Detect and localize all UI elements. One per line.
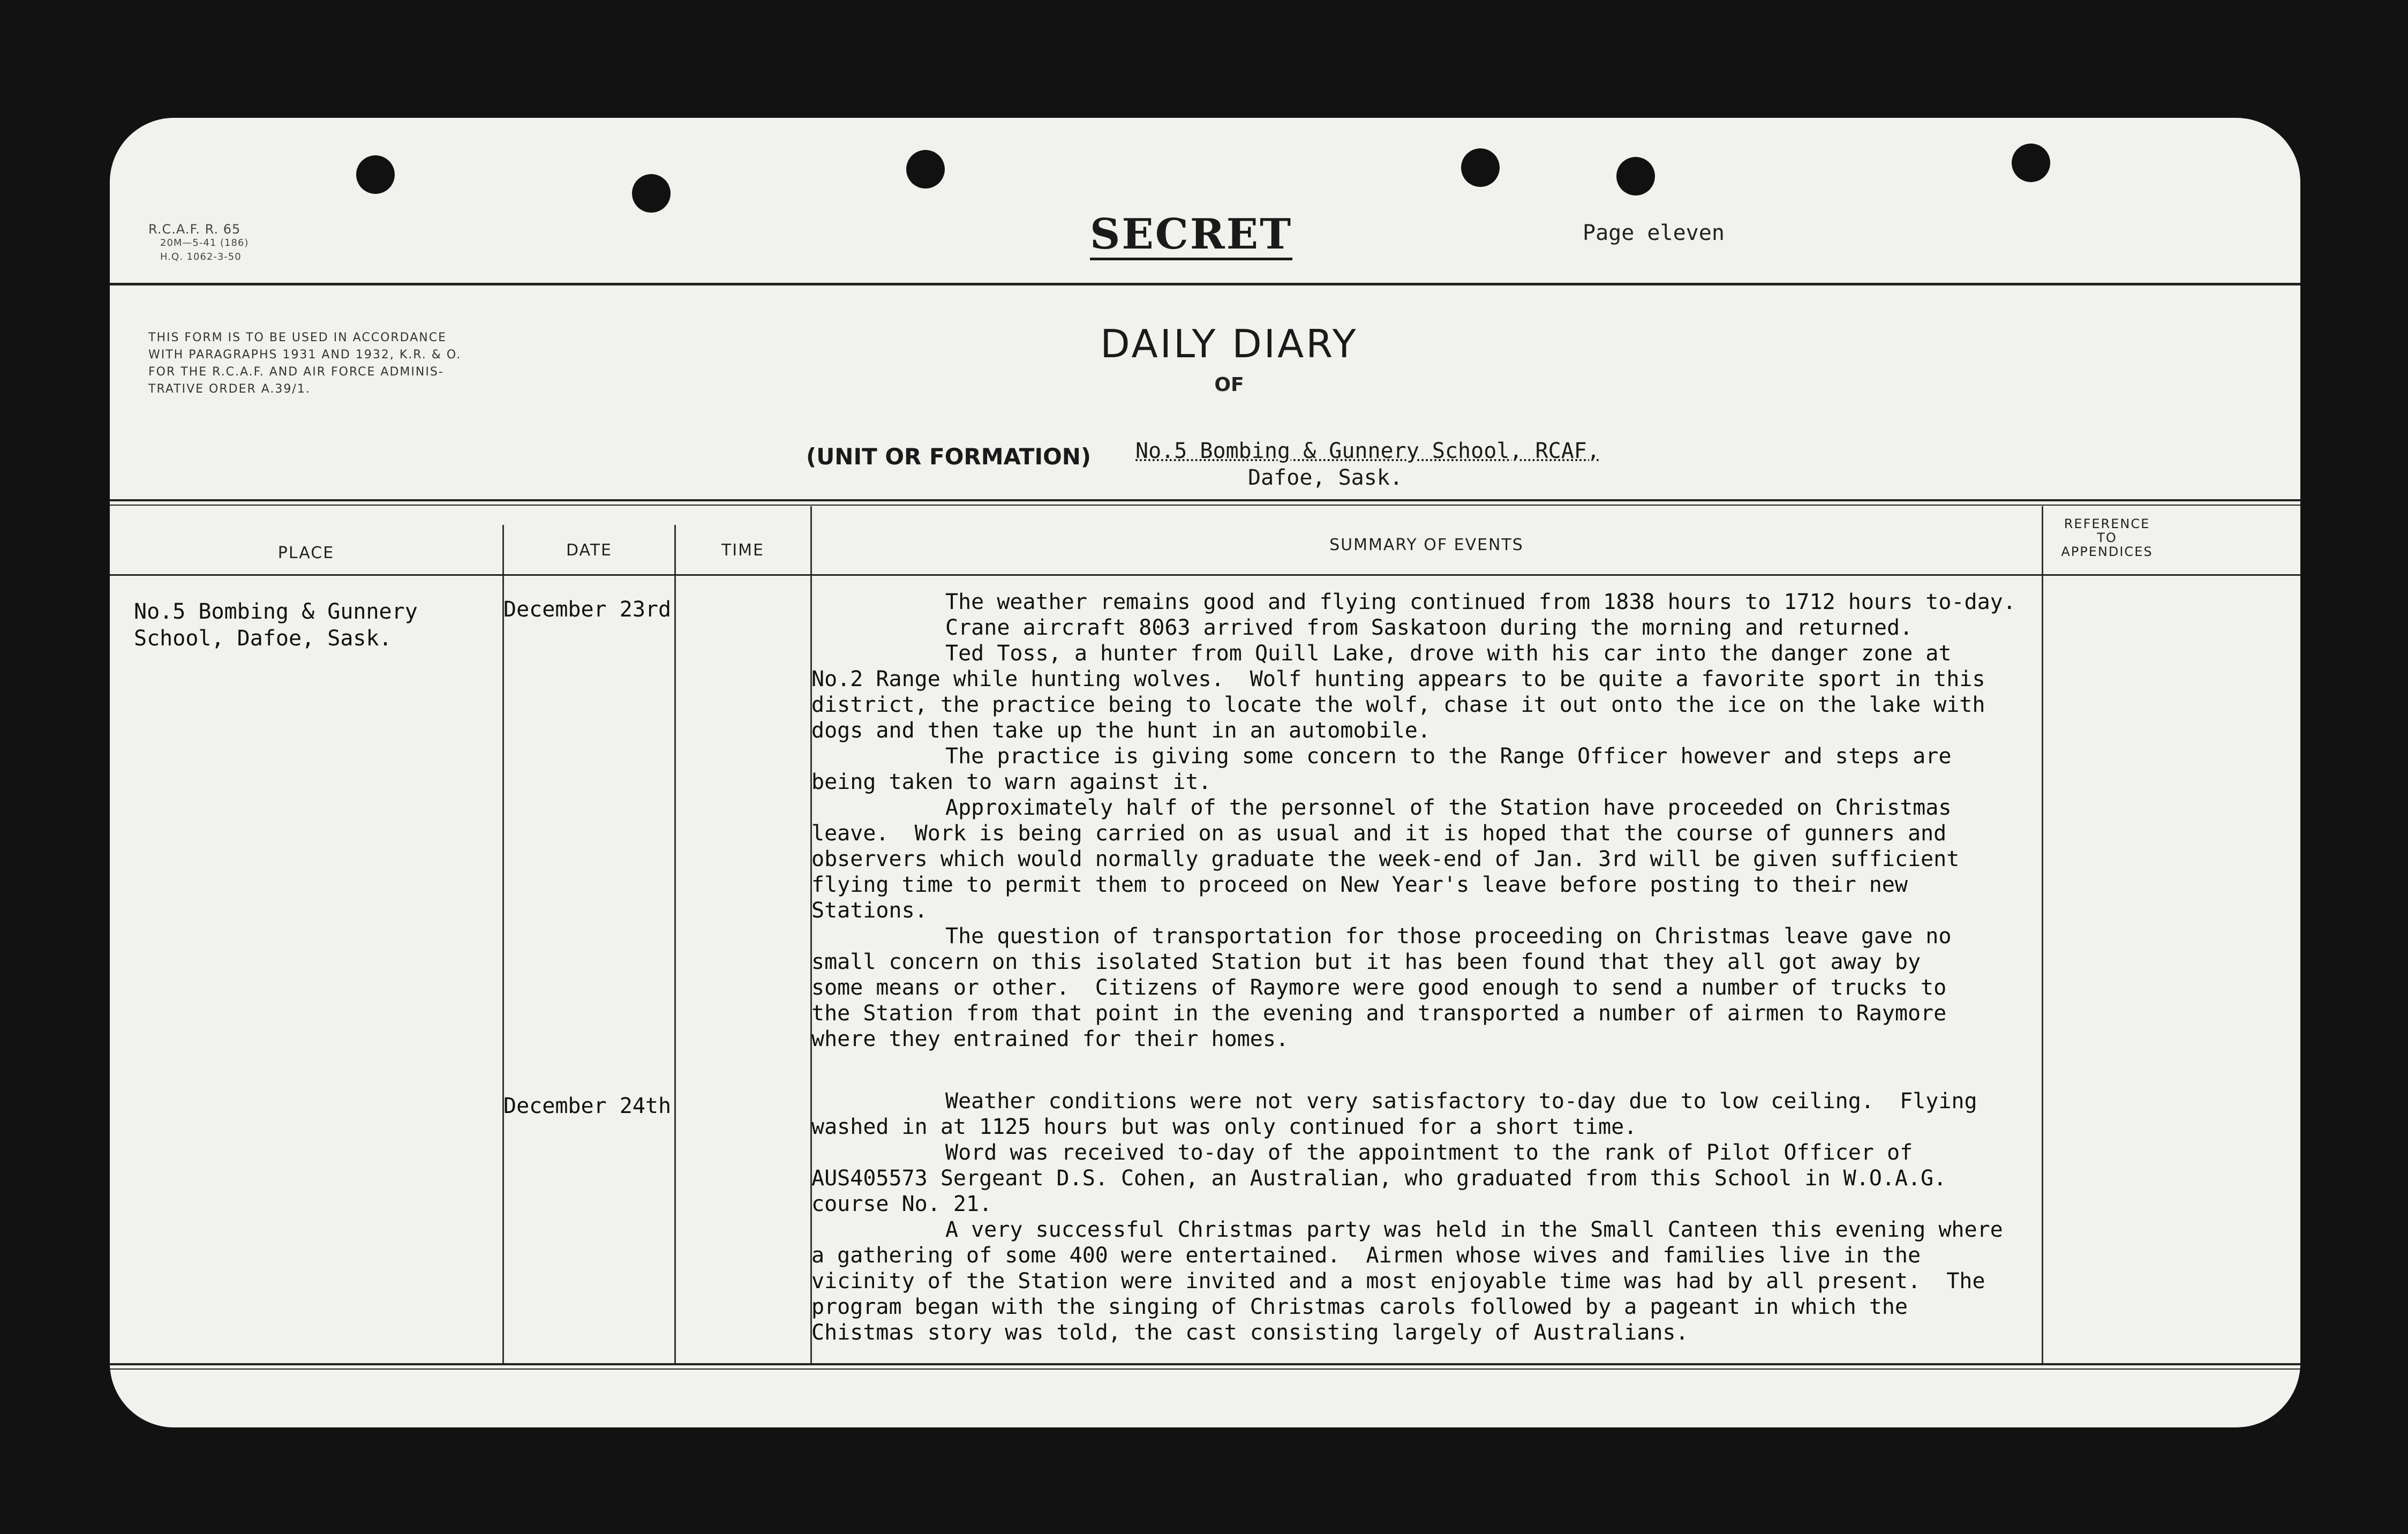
- summary-line: Weather conditions were not very satisfactory to-day due to low ceiling. Flying: [945, 1089, 1977, 1114]
- appendices-header-line: APPENDICES: [2061, 544, 2153, 559]
- diary-title: DAILY DIARY: [1100, 321, 1358, 366]
- diary-form-sheet: [110, 118, 2300, 1427]
- place-line: School, Dafoe, Sask.: [134, 626, 392, 651]
- summary-line: the Station from that point in the evening and transported a number of airmen to Raymore: [811, 1001, 1947, 1026]
- appendices-header-line: TO: [2097, 530, 2117, 545]
- form-identifier: [148, 222, 249, 264]
- date-cell: December 23rd: [503, 597, 672, 622]
- summary-line: Chistmas story was told, the cast consisting largely of Australians.: [811, 1320, 1689, 1345]
- summary-line: leave. Work is being carried on as usual and it is hoped that the course of gunners and: [811, 821, 1947, 846]
- summary-line: program began with the singing of Christmas carols followed by a pageant in which the: [811, 1295, 1908, 1319]
- summary-line: The question of transportation for those proceeding on Christmas leave gave no: [945, 924, 1952, 949]
- summary-line: Approximately half of the personnel of the Station have proceeded on Christmas: [945, 795, 1952, 820]
- instruction-line: FOR THE R.C.A.F. AND AIR FORCE ADMINIS-: [148, 365, 444, 379]
- table-bottom-rule-thin: [110, 1368, 2300, 1370]
- instruction-line: THIS FORM IS TO BE USED IN ACCORDANCE: [148, 331, 447, 344]
- form-code: R.C.A.F. R. 65: [148, 222, 241, 237]
- column-divider: [2042, 506, 2043, 1363]
- summary-entry: [811, 589, 2038, 1052]
- summary-line: Word was received to-day of the appointment to the rank of Pilot Officer of: [945, 1140, 1913, 1165]
- summary-line: a gathering of some 400 were entertained. Airmen whose wives and families live in the: [811, 1243, 1921, 1268]
- unit-name: No.5 Bombing & Gunnery School, RCAF,: [1135, 439, 1600, 463]
- summary-line: AUS405573 Sergeant D.S. Cohen, an Australian, who graduated from this School in W.O.A.G.: [811, 1166, 1947, 1191]
- summary-line: course No. 21.: [811, 1192, 992, 1216]
- summary-line: Ted Toss, a hunter from Quill Lake, drove with his car into the danger zone at: [945, 641, 1952, 666]
- place-line: No.5 Bombing & Gunnery: [134, 599, 418, 624]
- summary-line: The weather remains good and flying continued from 1838 hours to 1712 hours to-day.: [945, 590, 2016, 614]
- date-cell: December 24th: [503, 1094, 672, 1118]
- punch-hole: [2012, 144, 2050, 182]
- column-header-appendices: [2043, 517, 2171, 559]
- table-top-rule-thin: [110, 505, 2300, 506]
- summary-line: The practice is giving some concern to the Range Officer however and steps are: [945, 744, 1952, 769]
- unit-location: Dafoe, Sask.: [1248, 465, 1403, 490]
- summary-line: being taken to warn against it.: [811, 770, 1211, 794]
- punch-hole: [356, 155, 395, 194]
- form-print-run: 20M—5-41 (186): [160, 237, 249, 249]
- summary-line: flying time to permit them to proceed on New Year's leave before posting to their new: [811, 873, 1908, 897]
- summary-line: small concern on this isolated Station but it has been found that they all got away by: [811, 950, 1921, 974]
- place-cell: [134, 598, 418, 652]
- summary-line: dogs and then take up the hunt in an automobile.: [811, 718, 1431, 743]
- summary-line: No.2 Range while hunting wolves. Wolf hunting appears to be quite a favorite sport in this: [811, 667, 1985, 691]
- form-hq-number: H.Q. 1062-3-50: [160, 251, 242, 262]
- summary-line: district, the practice being to locate the wolf, chase it out onto the ice on the lake with: [811, 693, 1985, 717]
- summary-entry: [811, 1088, 2038, 1345]
- column-divider: [502, 525, 504, 1363]
- classification-stamp: SECRET: [1090, 212, 1292, 260]
- summary-line: Crane aircraft 8063 arrived from Saskatoon during the morning and returned.: [945, 615, 1913, 640]
- column-header-date: DATE: [566, 541, 613, 560]
- column-header-place: PLACE: [277, 544, 335, 562]
- header-divider: [110, 283, 2300, 285]
- punch-hole: [632, 174, 671, 213]
- form-instructions: [148, 329, 577, 398]
- page-number: Page eleven: [1583, 221, 1725, 245]
- header-row-rule: [110, 574, 2300, 576]
- table-top-rule: [110, 499, 2300, 501]
- diary-title-of: OF: [1214, 374, 1244, 396]
- instruction-line: WITH PARAGRAPHS 1931 AND 1932, K.R. & O.: [148, 348, 462, 362]
- punch-hole: [1461, 148, 1500, 187]
- punch-hole: [906, 150, 945, 189]
- unit-value: [1135, 438, 1600, 491]
- summary-line: some means or other. Citizens of Raymore were good enough to send a number of trucks to: [811, 975, 1947, 1000]
- column-divider: [674, 525, 676, 1363]
- instruction-line: TRATIVE ORDER A.39/1.: [148, 382, 311, 396]
- summary-line: observers which would normally graduate the week-end of Jan. 3rd will be given sufficient: [811, 847, 1960, 871]
- table-bottom-rule: [110, 1363, 2300, 1365]
- unit-label: (UNIT OR FORMATION): [806, 443, 1092, 470]
- summary-line: Stations.: [811, 898, 928, 923]
- summary-line: where they entrained for their homes.: [811, 1027, 1289, 1051]
- column-header-summary: SUMMARY OF EVENTS: [1329, 536, 1524, 554]
- summary-line: A very successful Christmas party was held in the Small Canteen this evening where: [945, 1217, 2003, 1242]
- appendices-header-line: REFERENCE: [2064, 516, 2150, 531]
- column-header-time: TIME: [721, 541, 764, 560]
- summary-line: washed in at 1125 hours but was only continued for a short time.: [811, 1115, 1637, 1139]
- summary-line: vicinity of the Station were invited and a most enjoyable time was had by all present. The: [811, 1269, 1985, 1294]
- punch-hole: [1616, 157, 1655, 195]
